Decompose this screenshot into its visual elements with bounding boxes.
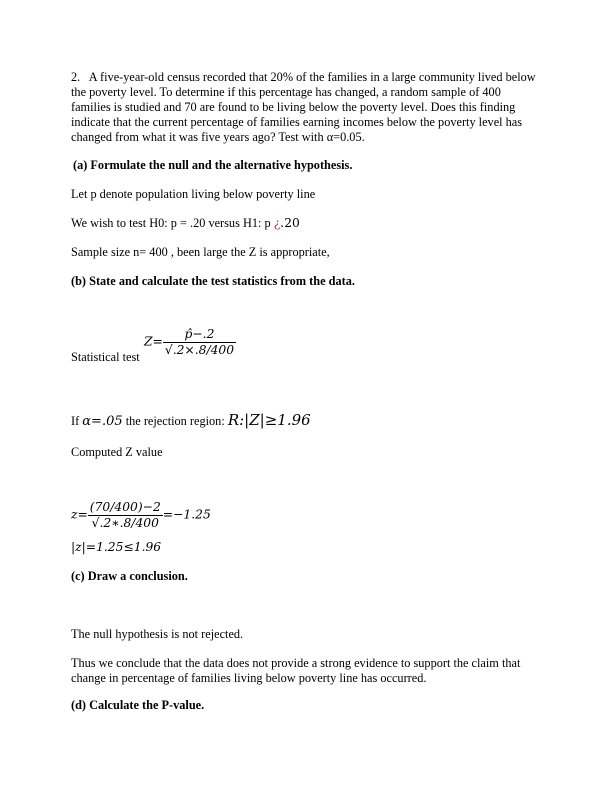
z-absolute-comparison: |z|=1.25≤1.96 xyxy=(71,540,162,554)
alpha-prefix: If xyxy=(71,414,80,428)
z-calc-result: =−1.25 xyxy=(162,507,211,522)
rejection-region-line xyxy=(71,413,541,429)
test-statistic-formula xyxy=(144,327,236,358)
test-statistic-numerator: p̂−.2 xyxy=(163,327,236,343)
rejection-expression: R:|Z|≥1.96 xyxy=(227,411,311,429)
part-c-conclusion: Thus we conclude that the data does not provide a strong evidence to support the claim that change in percentage of families living below poverty line has occurred. xyxy=(71,656,521,685)
part-c-result: The null hypothesis is not rejected. xyxy=(71,627,244,641)
part-a-definition: Let p denote population living below poverty line xyxy=(71,187,316,201)
test-statistic-lhs: Z= xyxy=(144,334,163,349)
z-calc-numerator: (70/400)−2 xyxy=(89,500,161,514)
computed-z-label: Computed Z value xyxy=(71,445,163,459)
problem-statement xyxy=(71,70,541,145)
problem-number: 2. xyxy=(71,70,81,84)
z-calc-denominator: √.2∗.8/400 xyxy=(91,516,159,530)
part-d-heading: (d) Calculate the P-value. xyxy=(71,698,205,712)
part-c-heading: (c) Draw a conclusion. xyxy=(71,569,188,583)
part-b-heading: (b) State and calculate the test statistics from the data. xyxy=(71,274,355,288)
part-a-heading: (a) Formulate the null and the alternative hypothesis. xyxy=(73,158,353,172)
hypothesis-symbol: ¿ xyxy=(273,216,281,230)
test-statistic-denominator: √.2×.8/400 xyxy=(164,343,235,357)
rejection-label: the rejection region: xyxy=(125,414,225,428)
statistical-test-label: Statistical test xyxy=(71,350,140,364)
part-a-sample-size: Sample size n= 400 , been large the Z is appropriate, xyxy=(71,245,330,259)
z-calc-lhs: z= xyxy=(71,507,88,522)
problem-text: A five-year-old census recorded that 20% of the families in a large community lived below the poverty level. To determine if this percentage has changed, a random sample of 400 families is studied and 70 are found to be living below the poverty level. Does this finding indicate that the current percentage of families earning incomes below the poverty level has changed from what it was five years ago? Test with α=0.05. xyxy=(71,70,536,144)
alpha-expression: α=.05 xyxy=(82,414,123,429)
hypotheses-text: We wish to test H0: p = .20 versus H1: p xyxy=(71,216,271,230)
part-a-hypotheses xyxy=(71,216,541,231)
z-calculation xyxy=(71,500,211,531)
hypothesis-value: .20 xyxy=(280,216,300,230)
